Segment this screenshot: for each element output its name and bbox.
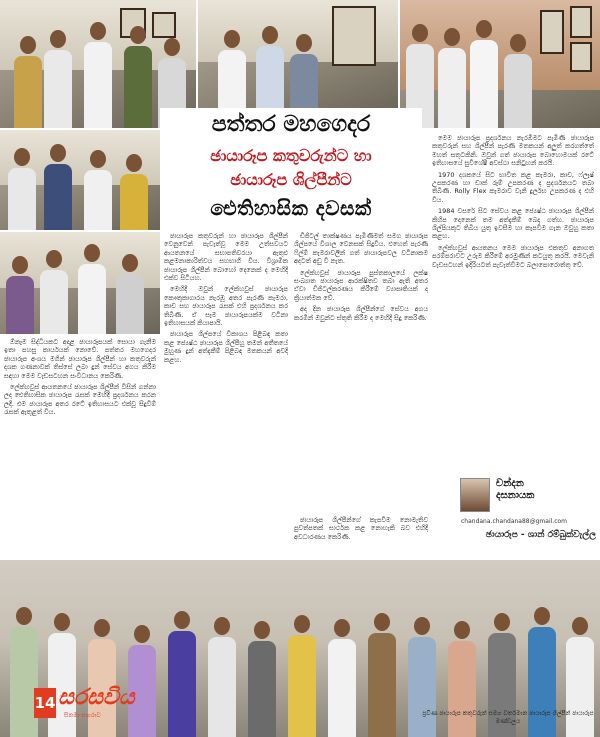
article-paragraph: ඕනෑම සිද්ධියකට අදාළ ඡායාරූපයක් සොයා ගැනීම ඉතා පහසු කාර්යයක් නොවේ. පත්තර මහගෙදර ඡායාරූප අංශය මගින් ඡායාරූප ශිල්පීන් හා කතුවරුන් දශක ගණනාවක් තිස්සේ ලබා දුන් සේවය අගය කිරීම සඳහා මෙම වැඩසටහන සංවිධානය කෙරිණි.: [4, 338, 156, 380]
event-photo-handshake: [0, 130, 160, 230]
photo-credit: ඡායාරූප - ශාන් රම්බුක්වැල්ල: [485, 530, 596, 540]
article-column-mid-1: [164, 232, 288, 554]
article-headline: [160, 108, 422, 228]
article-paragraph: මෙම ඡායාරූප ප්‍රදර්ශනය නැරඹීමට පැමිණි ඡායාරූප කතුවරුන් සහ ශිල්පීන් පැරණි මතකයන් අලුත් කරගත්තේ මහත් සතුටකිනි. ඔවුන් ගත් ඡායාරූප බොහොමයක් රටේ ඉතිහාසයේ සුවිශේෂී අවස්ථා සනිටුහන් කරයි.: [432, 134, 594, 168]
event-photo-exhibition-wall: [400, 0, 600, 128]
article-column-mid-2: [294, 232, 428, 482]
article-paragraph: මෙහිදී ඔවුන් ලේක්හවුස් ඡායාරූප කෞතුකාගාරය නැරඹූ අතර පැරණි කැමරා, කාච සහ ඡායාරූප රැසක් එහි ප්‍රදර්ශනය කර තිබිණි. ඒ සෑම ඡායාරූපයක්ම වටිනා ඉතිහාසයක් කියාපායි.: [164, 285, 288, 328]
author-email: chandana.chandana88@gmail.com: [460, 518, 568, 525]
author-name: [496, 478, 596, 502]
event-photo-visitors: [198, 0, 398, 112]
page-number-badge: 14: [34, 688, 56, 718]
event-photo-gathering: [0, 232, 160, 334]
article-paragraph: ඡායාරූප ශිල්පයේ විකාශය පිළිබඳ කතා කළ ජ්‍යෙෂ්ඨ ඡායාරූප ශිල්පීහු තමන් අතීතයේ මුහුණ දුන් අත්දැකීම් පිළිබඳ මතකයන් අවදි කළහ.: [164, 330, 288, 364]
article-paragraph: ඡායාරූප කතුවරුන් හා ඡායාරූප ශිල්පීන් වෙනුවෙන් පැවැත්වූ මෙම උත්සවයට ආයතනයේ සභාපතිවරයා ඇතුළු කළමනාකාරිත්වය සහභාගී විය. විශ්‍රාමික ඡායාරූප ශිල්පීන් බොහෝ දෙනෙක් ද මෙහිදී එක්ව සිටියහ.: [164, 232, 288, 283]
author-first-name: චන්දන: [496, 478, 524, 489]
headline-line-3: ඡායාරූප ශිල්පීන්ට: [230, 170, 352, 189]
magazine-tagline: සිනමා සඟරාව: [64, 712, 101, 719]
headline-line-4: ඓතිහාසික දවසක්: [210, 196, 372, 220]
article-paragraph: 1984 වසරේ සිට සේවය කළ ජ්‍යෙෂ්ඨ ඡායාරූප ශිල්පීන් කිහිප දෙනෙක් තම අත්දැකීම් බෙදා ගත්හ. ඡායාරූප ශිල්පියකුට තිබිය යුතු ඉවසීම හා කැපවීම ගැන ඔවුහු කතා කළහ.: [432, 207, 594, 241]
article-paragraph: ඡායාරූප ශිල්පීන්ගේ කැපවීම නොමැතිව පුවත්පතක් සාර්ථක කළ නොහැකි බව එහිදී අවධාරණය කෙරිණි.: [294, 516, 428, 541]
article-column-mid-2-end: [294, 516, 428, 556]
headline-line-1: පත්තර මහගෙදර: [211, 112, 371, 137]
article-paragraph: 1970 දශකයේ සිට භාවිත කළ කැමරා, කාච, ෆ්ලෑෂ් උපකරණ හා ඩාක් රූම් උපකරණ ද ප්‍රදර්ශනයට තබා තිබිණි. Rolly Flex කැමරාව වැනි දුර්ලභ උපකරණ ද එහි විය.: [432, 170, 594, 204]
article-paragraph: ඩිජිටල් තාක්ෂණය පැමිණීමත් සමග ඡායාරූප ශිල්පයේ විශාල වෙනසක් සිදුවිය. එහෙත් පැරණි ෆිල්ම් කැමරාවලින් ගත් ඡායාරූපවල වටිනාකම අදටත් අඩු වී නැත.: [294, 232, 428, 266]
article-paragraph: ලේක්හවුස් ආයතනය මෙම ඡායාරූප එකතුව අනාගත පරම්පරාවට උරුම කිරීමේ අරමුණින් කටයුතු කරයි. මෙවැනි වැඩසටහන් ඉදිරියටත් පැවැත්වීමට බලාපොරොත්තු වේ.: [432, 243, 594, 269]
article-paragraph: ලේක්හවුස් ආයතනයේ ඡායාරූප ශිල්පීන් විසින් ගන්නා ලද ඓතිහාසික ඡායාරූප රැසක් මෙහිදී ප්‍රදර්ශනය කරන ලදී. එම ඡායාරූප අතර රටේ ඉතිහාසයට එක්වූ සිදුවීම් රැසක් ඇතුළත් විය.: [4, 383, 156, 417]
article-paragraph: ලේක්හවුස් ඡායාරූප පුස්තකාලයේ ලක්ෂ සංඛ්‍යාත ඡායාරූප ආරක්ෂිතව තබා ඇති අතර ඒවා ඩිජිටල්කරණය කිරීමේ ව්‍යාපෘතියක් ද ක්‍රියාත්මක වේ.: [294, 268, 428, 302]
magazine-logo: සරසවිය: [58, 684, 135, 710]
article-paragraph: අද දින ඡායාරූප ශිල්පීන්ගේ සේවය අගය කරමින් ඔවුන්ට ස්තුති කිරීම ද මෙහිදී සිදු කෙරිණි.: [294, 305, 428, 322]
article-column-left: [4, 338, 156, 560]
group-photo-caption: ප්‍රවීණ ඡායාරූප කතුවරුන් සමග වර්තමාන ඡායාරූප ශිල්පීන් ඡායාරූප මණ්ඩලය: [422, 710, 594, 725]
author-portrait: [460, 478, 490, 512]
author-last-name: දසනායක: [496, 490, 535, 501]
headline-line-2: ඡායාරූප කතුවරුන්ට හා: [210, 146, 372, 165]
